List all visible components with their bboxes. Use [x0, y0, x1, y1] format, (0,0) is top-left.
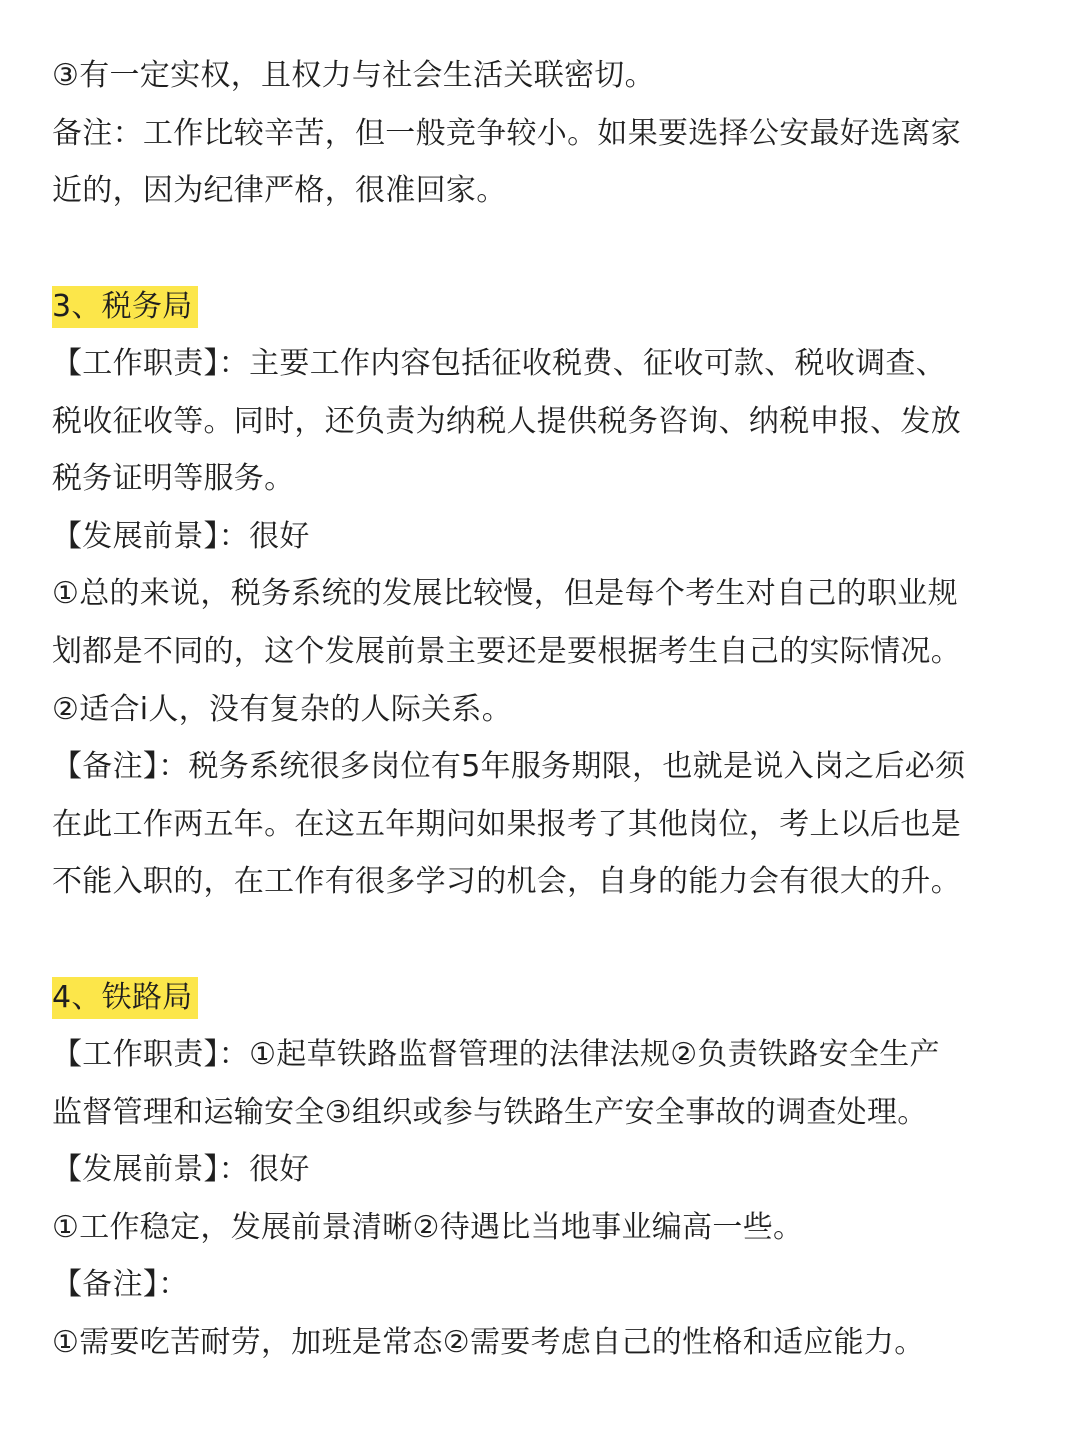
rail-points: ①工作稳定，发展前景清晰②待遇比当地事业编高一些。 — [52, 1209, 804, 1245]
tax-heading-row — [52, 277, 1030, 335]
tax-duties-line: 税收征收等。同时，还负责为纳税人提供税务咨询、纳税申报、发放 — [52, 403, 961, 439]
section-spacer — [52, 220, 1030, 278]
tax-note-line: 不能入职的，在工作有很多学习的机会，自身的能力会有很大的升。 — [52, 864, 961, 900]
tax-point-1-line: ①总的来说，税务系统的发展比较慢，但是每个考生对自己的职业规 — [52, 576, 958, 612]
rail-prospect: 【发展前景】：很好 — [52, 1152, 310, 1188]
rail-duties-line: 【工作职责】：①起草铁路监督管理的法律法规②负责铁路安全生产 — [52, 1037, 940, 1073]
tax-duties-line: 【工作职责】：主要工作内容包括征收税费、征收可款、税收调查、 — [52, 345, 946, 381]
tax-duties-line: 税务证明等服务。 — [52, 461, 295, 497]
rail-note-line: ①需要吃苦耐劳，加班是常态②需要考虑自己的性格和适应能力。 — [52, 1325, 925, 1361]
rail-note-label: 【备注】： — [52, 1267, 189, 1303]
rail-duties-line: 监督管理和运输安全③组织或参与铁路生产安全事故的调查处理。 — [52, 1094, 928, 1130]
tax-point-2: ②适合i人，没有复杂的人际关系。 — [52, 691, 513, 727]
railway-bureau-heading: 4、铁路局 — [52, 977, 198, 1019]
tax-note-line: 【备注】：税务系统很多岗位有5年服务期限，也就是说入岗之后必须 — [52, 749, 966, 785]
rail-heading-row — [52, 969, 1030, 1027]
prev-note-line: 近的，因为纪律严格，很准回家。 — [52, 173, 507, 209]
prev-point-3: ③有一定实权，且权力与社会生活关联密切。 — [52, 58, 655, 93]
tax-point-1-line: 划都是不同的，这个发展前景主要还是要根据考生自己的实际情况。 — [52, 633, 961, 669]
tax-prospect: 【发展前景】：很好 — [52, 518, 310, 554]
tax-bureau-heading: 3、税务局 — [52, 286, 198, 328]
tax-note-line: 在此工作两五年。在这五年期问如果报考了其他岗位，考上以后也是 — [52, 806, 961, 842]
prev-note-line: 备注：工作比较辛苦，但一般竞争较小。如果要选择公安最好选离家 — [52, 115, 961, 151]
section-spacer — [52, 911, 1030, 969]
